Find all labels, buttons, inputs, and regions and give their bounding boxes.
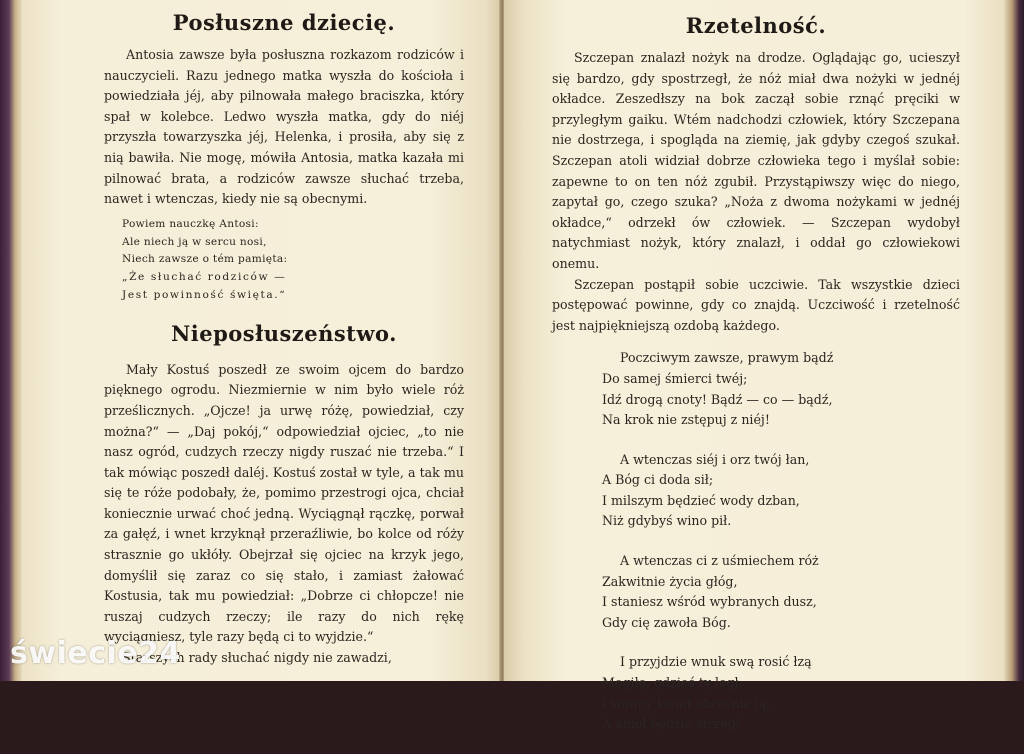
poem-poczciwym <box>602 348 960 735</box>
poem-line: A wtenczas ci z uśmiechem róż <box>620 553 819 569</box>
poem-stanza <box>602 551 960 633</box>
poem-line: I milszym będzieć wody dzban, <box>602 492 800 508</box>
poem-line: A anioł będzie strzegł <box>602 716 740 732</box>
paragraph-antosia: Antosia zawsze była posłuszna rozkazom rodziców i nauczycieli. Razu jednego matka wyszła do kościoła i powiedziała jéj, aby pilnowała małego braciszka, który spał w kolebce. Ledwo wyszła matka, gdy do niéj przyszła towarzyszka jéj, Helenka, i prosiła, aby się z nią bawiła. Nie mogę, mówiła Antosia, matka kazała mi pilnować brata, a rodziców zawsze słuchać trzeba, nawet i wtenczas, kiedy nie są obecnymi. <box>104 47 464 207</box>
poem-line: Powiem nauczkę Antosi: <box>122 217 259 230</box>
paragraph-last-line: Starszych rady słuchać nigdy nie zawadzi, <box>122 650 392 666</box>
poem-line: I przyjdzie wnuk swą rosić łzą <box>620 654 812 670</box>
left-page-content <box>104 0 464 669</box>
title-nieposluszenstwo: Nieposłuszeństwo. <box>171 320 397 346</box>
book-edge-left <box>0 0 22 681</box>
paragraph-uczciwie: Szczepan postąpił sobie uczciwie. Tak wszystkie dzieci postępować powinne, gdy co znajdą. Uczciwość i rzetelność jest najpiękniejszą ozdobą każdego. <box>552 276 960 333</box>
poem-line: Ale niech ją w sercu nosi, <box>122 235 267 248</box>
title-rzetelnosc: Rzetelność. <box>685 13 827 38</box>
poem-line: Gdy cię zawoła Bóg. <box>602 614 731 630</box>
poem-line: Niech zawsze o tém pamięta: <box>122 253 288 266</box>
poem-line: Na krok nie zstępuj z niéj! <box>602 412 770 428</box>
poem-line: I wonny kwiat obrośnie ją, <box>602 695 771 711</box>
poem-line: Poczciwym zawsze, prawym bądź <box>620 350 834 366</box>
poem-line: Jest powinność święta.“ <box>122 288 287 301</box>
book-edge-right <box>1004 0 1024 681</box>
poem-line: A Bóg ci doda sił; <box>602 472 714 488</box>
title-posluszne-dziecie: Posłuszne dziecię. <box>172 10 396 35</box>
poem-stanza <box>602 450 960 532</box>
right-page-content <box>552 0 960 754</box>
poem-line: „Że słuchać rodziców — <box>122 271 287 284</box>
watermark: świecie24 <box>10 636 181 671</box>
left-page <box>22 0 500 681</box>
poem-stanza <box>602 652 960 734</box>
paragraph-kostus: Mały Kostuś poszedł ze swoim ojcem do bardzo pięknego ogrodu. Niezmiernie w nim było wiele róż prześlicznych. „Ojcze! ja urwę różę, powiedział, czy można?“ — „Daj pokój,“ odpowiedział ojciec, „to nie nasz ogród, cudzych rzeczy nigdy ruszać nie trzeba.“ I tak mówiąc poszedł daléj. Kostuś został w tyle, a tak mu się te róże podobały, że, pomimo przestrogi ojca, chciał koniecznie urwać choć jedną. Wyciągnął rączkę, porwał za gałęź, i wnet krzyknął przeraźliwie, bo kolce od róży strasznie go ukłóły. Obejrzał się ojciec na krzyk jego, domyślił się zaraz co się stało, i zamiast żałować Kostusia, tak mu powiedział: „Dobrze ci chłopcze! nie ruszaj cudzych rzeczy; ile razy do nich rękę wyciągniesz, tyle razy będą ci to wyjdzie.“ <box>104 361 464 645</box>
poem-line: Zakwitnie życia głóg, <box>602 573 738 589</box>
poem-line: A wtenczas siéj i orz twój łan, <box>620 451 810 467</box>
paragraph-szczepan: Szczepan znalazł nożyk na drodze. Oglądając go, ucieszył się bardzo, gdy spostrzegł, że nóż miał dwa nożyki w jednéj okładce. Zeszedłszy na bok zaczął sobie rznąć pręciki w przyległym gaiku. Wtém nadchodzi człowiek, który Szczepana nie dostrzega, i spogląda na ziemię, jak gdyby czegoś szukał. Szczepan atoli widział dobrze człowieka tego i myślał sobie: zapewne to on ten nóż zgubił. Przystąpiwszy więc do niego, zapytał go, czego szuka? „Noża z dwoma nożykami w jednéj okładce,“ odrzekł ów człowiek. — Szczepan wydobył natychmiast nożyk, który znalazł, i oddał go człowiekowi onemu. <box>552 50 960 271</box>
poem-line: Do samej śmierci twéj; <box>602 370 748 386</box>
poem-antosia <box>122 216 464 305</box>
poem-line: Niż gdybyś wino pił. <box>602 513 732 529</box>
poem-line: Idź drogą cnoty! Bądź — co — bądź, <box>602 391 833 407</box>
poem-stanza <box>602 348 960 430</box>
poem-line: Mogiłę, gdzieś ty legł; <box>602 675 743 691</box>
right-page <box>504 0 1004 732</box>
poem-line: I staniesz wśród wybranych dusz, <box>602 594 817 610</box>
